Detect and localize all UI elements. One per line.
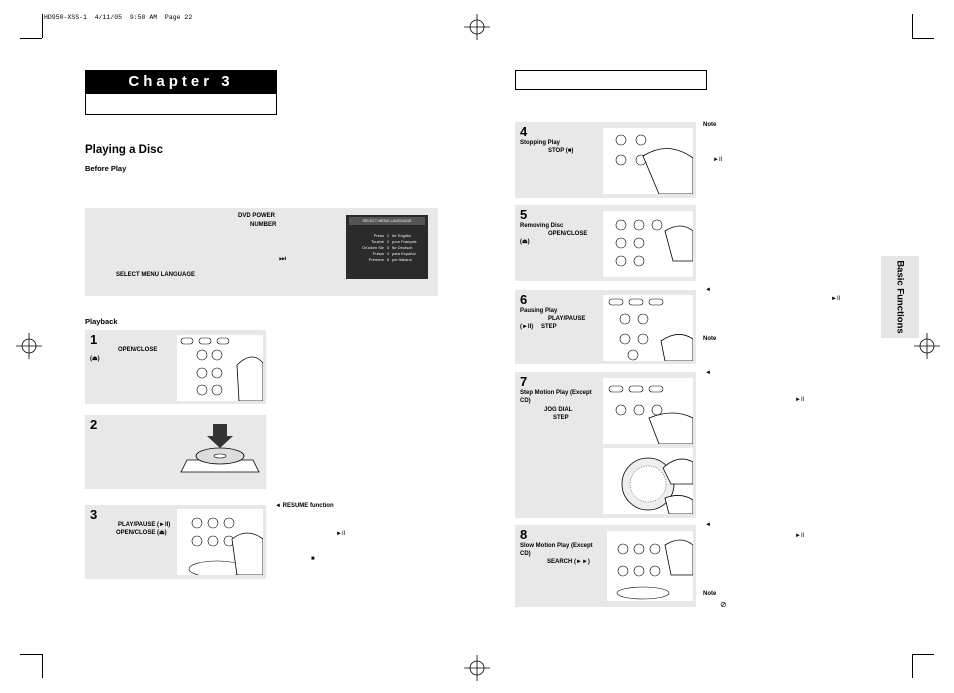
step-6-panel: 6 Pausing Play PLAY/PAUSE (►II) STEP: [515, 290, 696, 364]
section-title: Playing a Disc: [85, 144, 163, 156]
registration-mark-top: [464, 14, 490, 40]
remote-illustration: [603, 128, 693, 194]
remote-illustration: [603, 211, 693, 277]
step-3-panel: 3 PLAY/PAUSE (►II) OPEN/CLOSE (⏏): [85, 505, 266, 579]
remote-illustration: [177, 509, 263, 575]
step-5-panel: 5 Removing Disc OPEN/CLOSE (⏏): [515, 205, 696, 281]
before-play-box: DVD POWER NUMBER ⏭ SELECT MENU LANGUAGE SELECT MENU LANGUAGE Press 1 for English Touche 2 pour Français Drücken Sie 3 für Deutsch Pulsar 4 para Español Premere 5 per Italiano: [85, 208, 438, 296]
jog-dial-illustration: [603, 448, 693, 514]
play-pause-icon: ►II: [336, 531, 346, 537]
play-pause-icon: ►II: [795, 397, 805, 403]
play-pause-icon: ►II: [831, 296, 841, 302]
play-pause-icon: ►II: [795, 533, 805, 539]
step-2-panel: 2: [85, 415, 266, 489]
before-play-heading: Before Play: [85, 164, 127, 173]
step-4-panel: 4 Stopping Play STOP (■): [515, 122, 696, 198]
chapter-label: Chapter 3: [128, 73, 234, 90]
arrow-left-icon: ◄: [705, 287, 711, 293]
chapter-banner: [85, 70, 277, 94]
remote-illustration: [607, 531, 693, 601]
resume-label: ◄ RESUME function: [275, 503, 334, 509]
step-7-panel: 7 Step Motion Play (Except CD) JOG DIAL STEP: [515, 372, 696, 518]
remote-illustration: [603, 378, 693, 444]
remote-illustration: [177, 335, 263, 401]
registration-mark-left: [16, 333, 42, 359]
skip-next-icon: ⏭: [279, 254, 287, 263]
arrow-left-icon: ◄: [705, 522, 711, 528]
step-1-panel: 1 OPEN/CLOSE (⏏): [85, 330, 266, 404]
registration-mark-bottom: [464, 655, 490, 681]
remote-illustration: [603, 295, 693, 361]
chapter-subtitle-box: [85, 94, 277, 115]
note-label: Note: [703, 122, 717, 128]
prohibited-icon: ⊘: [720, 600, 727, 609]
step-8-panel: 8 Slow Motion Play (Except CD) SEARCH (►►): [515, 525, 696, 607]
right-header-box: [515, 70, 707, 90]
play-pause-icon: ►II: [713, 157, 723, 163]
arrow-left-icon: ◄: [705, 370, 711, 376]
disc-tray-illustration: [177, 420, 263, 486]
note-label: Note: [703, 591, 717, 597]
playback-heading: Playback: [85, 317, 118, 326]
menu-language-screen: SELECT MENU LANGUAGE Press 1 for English Touche 2 pour Français Drücken Sie 3 für Deutsch Pulsar 4 para Español Premere 5 per Italiano: [346, 215, 428, 279]
stop-icon: ■: [311, 556, 315, 562]
note-label: Note: [703, 336, 717, 342]
print-slug: HD950-XSS-1 4/11/05 9:50 AM Page 22: [44, 14, 193, 21]
side-tab: Basic Functions: [881, 256, 919, 338]
